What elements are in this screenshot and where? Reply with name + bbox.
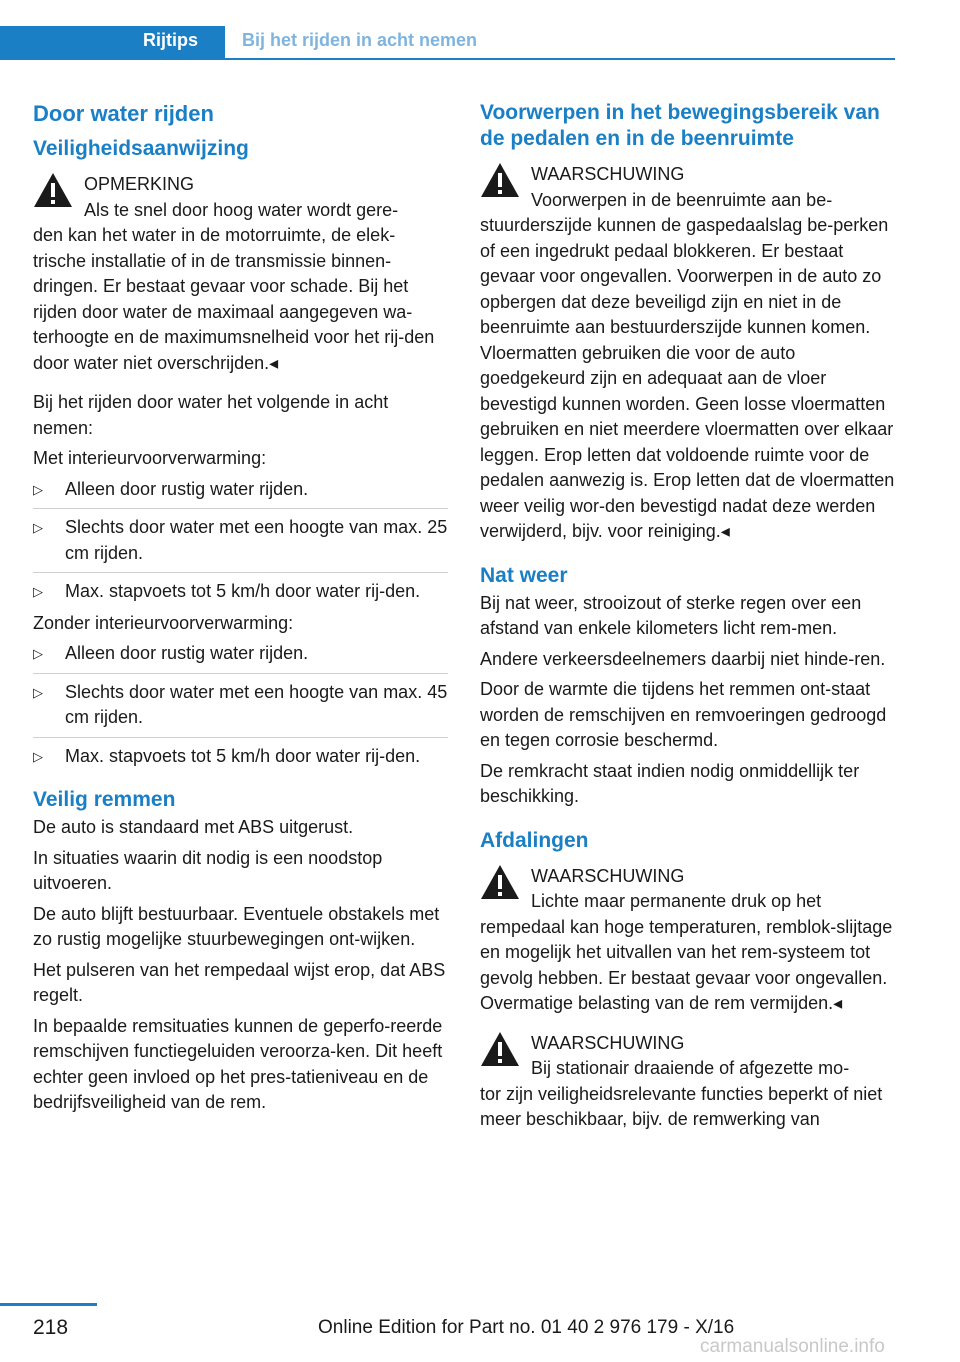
arrow-bullet-icon: ▷ [33,584,43,599]
wet-paragraph: Door de warmte die tijdens het remmen ont-staat worden de remschijven en remvoeringen gedroogd en tegen corrosie beschermd. [480,679,887,750]
warning-title: WAARSCHUWING [531,865,685,886]
heading-wet-weather: Nat weer [480,563,568,587]
brake-paragraph: De auto blijft bestuurbaar. Eventuele obstakels met zo rustig mogelijke stuurbewegingen ont-wijken. [33,903,440,949]
watermark[interactable]: carmanualsonline.info [700,1336,885,1357]
arrow-bullet-icon: ▷ [33,520,43,535]
note-first-line: Als te snel door hoog water wordt gere- [84,199,399,220]
with-heating-label: Met interieurvoorverwarming: [33,448,267,468]
arrow-bullet-icon: ▷ [33,748,43,764]
wet-paragraph: Bij nat weer, strooizout of sterke regen over een afstand van enkele kilometers licht rem-men. [480,592,862,638]
note-box [33,172,448,376]
warning-first-line: Bij stationair draaiende of afgezette mo- [531,1058,850,1078]
warning-box [480,162,895,545]
subheading-safety-notice: Veiligheidsaanwijzing [33,137,249,160]
list-item: ▷ Slechts door water met een hoogte van max. 45 cm rijden. [33,673,448,731]
brake-paragraph: Het pulseren van het rempedaal wijst erop, dat ABS regelt. [33,959,446,1005]
wet-paragraph: De remkracht staat indien nodig onmiddellijk ter beschikking. [480,760,860,806]
list-item: ▷ Alleen door rustig water rijden. [33,641,448,667]
list-item: ▷ Slechts door water met een hoogte van max. 25 cm rijden. [33,508,448,566]
warning-body: stuurderszijde kunnen de gaspedaalslag be-perken of een ingedrukt pedaal blokkeren. Er bestaat gevaar voor ongevallen. Voorwerpen in de auto zo opbergen dat deze beveiligd zijn en niet in de beenruimte aan bestuurderszijde kunnen komen. Vloermatten gebruiken die voor de auto goedgekeurd zijn en adequaat aan de vloer bevestigd kunnen worden. Geen losse vloermatten gebruiken en niet meerdere vloermatten over elkaar leggen. Erop letten dat voldoende ruimte voor de pedalen aanwezig is. Erop letten dat de vloermatten weer veilig wor-den bevestigd nadat deze werden verwijderd, bijv. voor reiniging.◂ [480,215,895,541]
with-heating-list [33,477,448,605]
page-number: 218 [33,1316,69,1339]
brake-paragraph: De auto is standaard met ABS uitgerust. [33,817,354,837]
list-item: ▷ Max. stapvoets tot 5 km/h door water rij-den. [33,572,448,605]
warning-triangle-icon [33,172,73,208]
brake-paragraph: In bepaalde remsituaties kunnen de geperfo-reerde remschijven functiegeluiden veroorza-ken. Dit heeft echter geen invloed op het pres-tatieniveau en de bedrijfsveiligheid van de rem. [33,1015,443,1112]
list-item: ▷ Alleen door rustig water rijden. [33,477,448,503]
brake-paragraph: In situaties waarin dit nodig is een noodstop uitvoeren. [33,847,383,893]
heading-safe-braking: Veilig remmen [33,788,176,811]
warning-box [480,864,895,1017]
without-heating-list [33,641,448,769]
warning-title: WAARSCHUWING [531,164,685,184]
warning-body: tor zijn veiligheidsrelevante functies beperkt of niet meer beschikbaar, bijv. de remwerking van [480,1083,883,1129]
note-title: OPMERKING [84,174,195,194]
edition-footer: Online Edition for Part no. 01 40 2 976 179 - X/16 [318,1317,735,1338]
warning-first-line: Voorwerpen in de beenruimte aan be- [531,189,833,210]
heading-descents: Afdalingen [480,828,589,852]
warning-box [480,1031,895,1133]
wet-paragraph: Andere verkeersdeelnemers daarbij niet hinde-ren. [480,648,886,669]
header-rule [225,58,895,60]
arrow-bullet-icon: ▷ [33,481,43,497]
left-column [33,100,448,1121]
chapter-title[interactable]: Bij het rijden in acht nemen [242,30,478,50]
arrow-bullet-icon: ▷ [33,684,43,700]
header-bar [0,26,895,60]
without-heating-label: Zonder interieurvoorverwarming: [33,612,294,633]
heading-objects-pedal-area: Voorwerpen in het bewegingsbereik van de pedalen en in de beenruimte [480,101,880,150]
warning-triangle-icon [480,162,520,198]
section-tab[interactable]: Rijtips [143,30,199,50]
heading-driving-through-water: Door water rijden [33,101,214,126]
page-number-rule [0,1303,97,1306]
water-intro: Bij het rijden door water het volgende in acht nemen: [33,392,389,438]
arrow-bullet-icon: ▷ [33,646,43,661]
warning-triangle-icon [480,864,520,900]
warning-title: WAARSCHUWING [531,1032,685,1053]
list-item: ▷ Max. stapvoets tot 5 km/h door water rij-den. [33,737,448,770]
warning-body: rempedaal kan hoge temperaturen, remblok-slijtage en mogelijk het uitvallen van het rem-systeem tot gevolg hebben. Er bestaat gevaar voor ongevallen. Overmatige belasting van de rem vermijden.◂ [480,916,893,1013]
note-body: den kan het water in de motorruimte, de elek-trische installatie of in de transmissie binnen-dringen. Er bestaat gevaar voor schade. Bij het rijden door water de maximaal aangegeven wa-terhoogte en de maximumsnelheid voor het rij-den door water niet overschrijden.◂ [33,225,435,373]
warning-first-line: Lichte maar permanente druk op het [531,891,822,911]
right-column [480,100,895,1147]
warning-triangle-icon [480,1031,520,1067]
